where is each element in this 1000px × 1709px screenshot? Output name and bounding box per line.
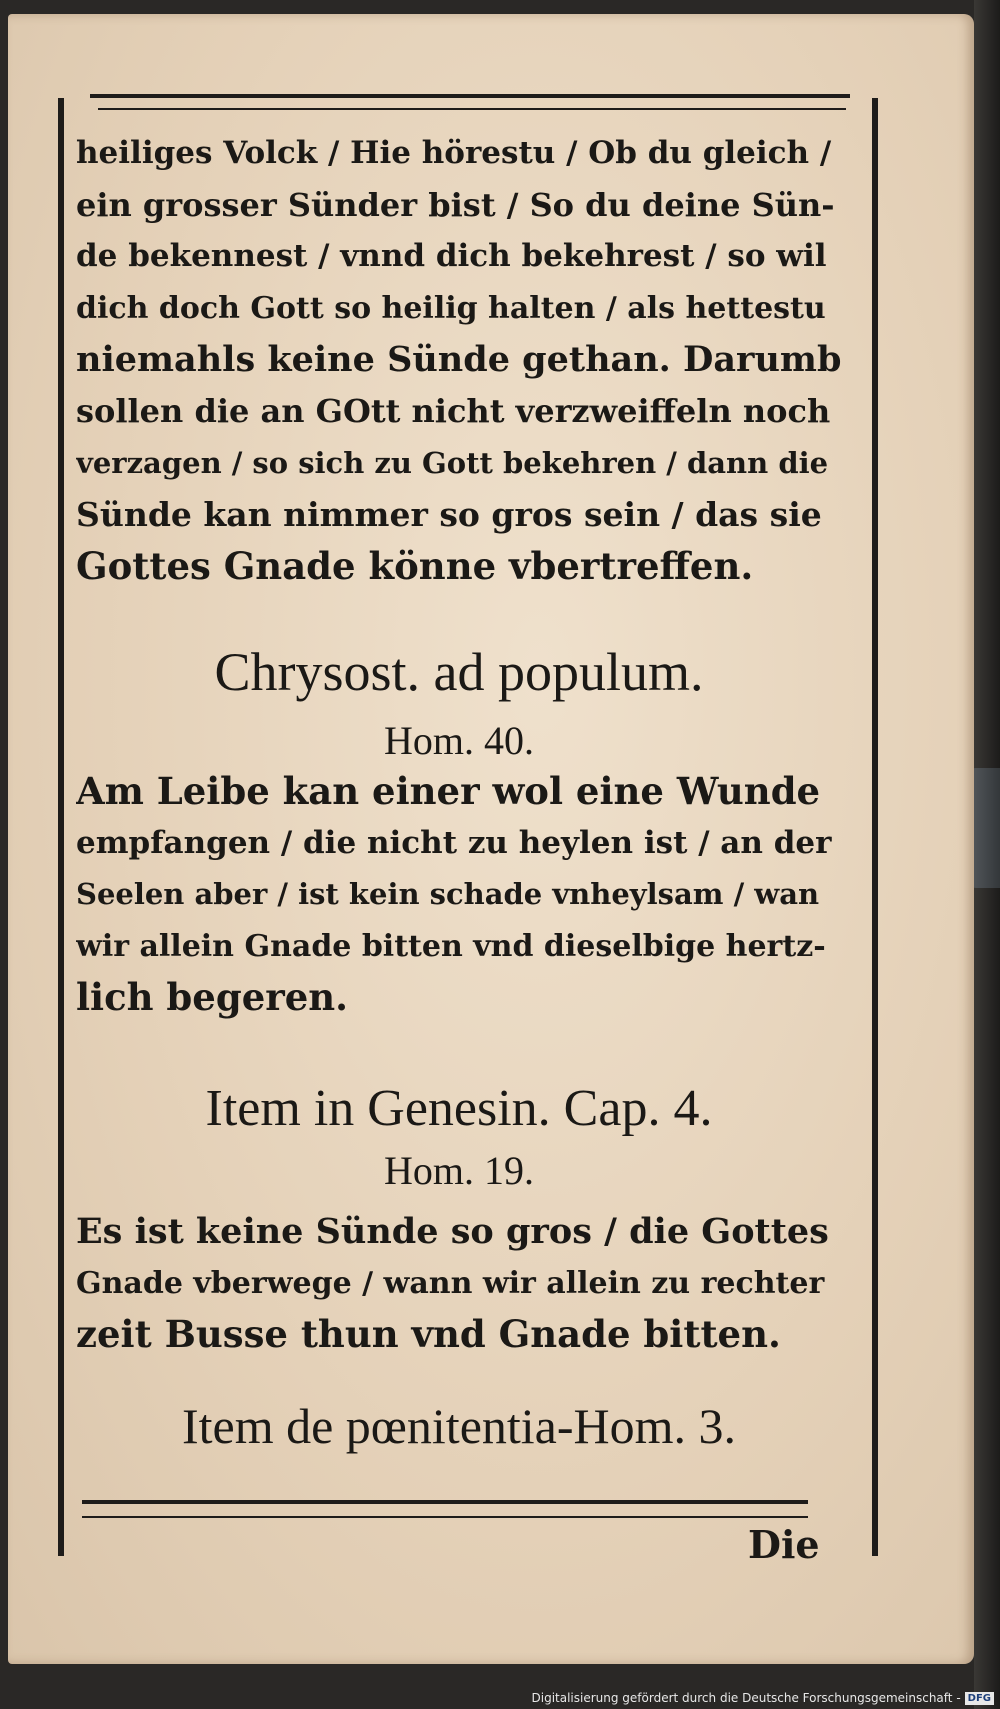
heading-hom-40: Hom. 40. (384, 718, 534, 763)
text-line: Sünde kan nimmer so gros sein / das sie (76, 495, 822, 535)
text-line: Es ist keine Sünde so gros / die Gottes (76, 1211, 829, 1252)
catchword: Die (748, 1522, 820, 1567)
top-rule-thin (98, 108, 846, 110)
bottom-rule (82, 1500, 808, 1504)
text-line: Seelen aber / ist kein schade vnheylsam / wan (76, 877, 820, 912)
heading-hom-19: Hom. 19. (384, 1148, 534, 1193)
book-page (8, 14, 974, 1664)
text-line: de bekennest / vnnd dich bekehrest / so wil (76, 238, 827, 275)
text-line: dich doch Gott so heilig halten / als hettestu (76, 290, 826, 326)
text-line: empfangen / die nicht zu heylen ist / an der (76, 824, 832, 861)
heading-chrysostom: Chrysost. ad populum. (214, 642, 704, 702)
paragraph-1 (76, 128, 842, 592)
text-line: lich begeren. (76, 975, 349, 1020)
paragraph-2 (76, 766, 842, 1024)
bottom-rule-thin (82, 1516, 808, 1518)
text-line: zeit Busse thun vnd Gnade bitten. (76, 1312, 781, 1357)
digitization-credit (532, 1691, 995, 1705)
text-line: heiliges Volck / Hie hörestu / Ob du gleich / (76, 135, 832, 171)
text-line: niemahls keine Sünde gethan. Darumb (76, 339, 842, 381)
text-line: verzagen / so sich zu Gott bekehren / dann die (76, 445, 829, 480)
heading-genesin: Item in Genesin. Cap. 4. (205, 1080, 713, 1137)
text-line: Am Leibe kan einer wol eine Wunde (76, 769, 821, 813)
text-line: Gottes Gnade könne vbertreffen. (76, 543, 754, 588)
heading-poenitentia: Item de pœnitentia-Hom. 3. (181, 1398, 737, 1454)
text-line: wir allein Gnade bitten vnd dieselbige hertz- (76, 928, 826, 964)
dfg-logo: DFG (965, 1692, 994, 1705)
text-line: Gnade vberwege / wann wir allein zu rechter (76, 1265, 825, 1301)
credit-text: Digitalisierung gefördert durch die Deutsche Forschungsgemeinschaft - (531, 1691, 961, 1705)
text-line: ein grosser Sünder bist / So du deine Sün- (76, 185, 835, 224)
paragraph-3 (76, 1206, 842, 1361)
top-rule (90, 94, 850, 98)
text-line: sollen die an GOtt nicht verzweiffeln noch (76, 391, 831, 430)
